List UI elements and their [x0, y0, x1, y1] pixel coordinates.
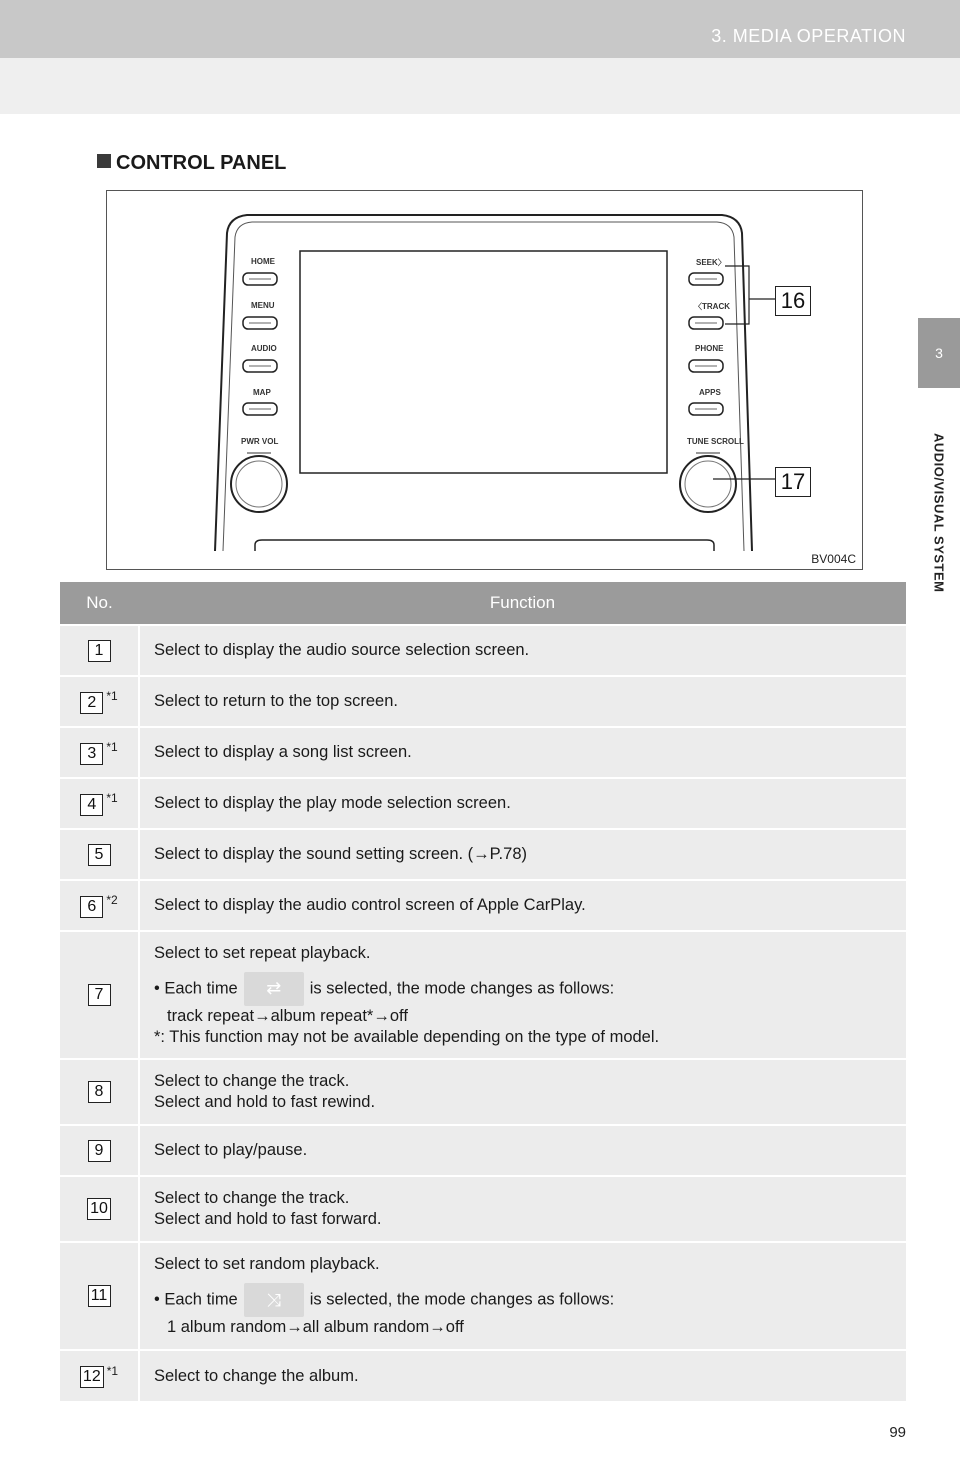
row-function: Select to display the audio control screen of Apple CarPlay. [139, 880, 906, 931]
section-heading-text: CONTROL PANEL [116, 152, 287, 174]
row-function: Select to change the album. [139, 1350, 906, 1401]
header-no: No. [60, 582, 139, 625]
bullet-before: Each time [164, 1290, 238, 1309]
header-function: Function [139, 582, 906, 625]
row-no [60, 1059, 139, 1125]
label-track: 〈TRACK [694, 302, 730, 311]
row-function-line: Select to change the track. [154, 1189, 350, 1207]
row-no [60, 880, 139, 931]
table-row [60, 1176, 906, 1242]
row-function: Select to display the sound setting screen. (→P.78) [139, 829, 906, 880]
table-row [60, 829, 906, 880]
number-box: 10 [87, 1198, 111, 1220]
row-no [60, 1125, 139, 1176]
table-row [60, 931, 906, 1059]
label-menu: MENU [251, 301, 275, 310]
row-no [60, 931, 139, 1059]
table-row [60, 778, 906, 829]
side-tab-number: 3 [918, 318, 960, 388]
header-bar [0, 0, 960, 58]
header-band [0, 58, 960, 114]
number-box: 3 [80, 743, 103, 765]
bullet-line: • Each time ⤨ is selected, the mode changes as follows: [154, 1283, 892, 1317]
number-box: 2 [80, 692, 103, 714]
side-tab-label-wrap [918, 388, 960, 638]
section-heading [97, 152, 286, 175]
number-box: 6 [80, 896, 103, 918]
label-map: MAP [253, 388, 271, 397]
control-panel-figure [106, 190, 863, 570]
row-function [139, 931, 906, 1059]
mode-sequence: 1 album random→all album random→off [167, 1318, 464, 1336]
label-seek: SEEK〉 [696, 258, 726, 267]
footnote-mark: *1 [106, 740, 118, 755]
number-box: 7 [88, 984, 111, 1006]
row-no [60, 778, 139, 829]
row-function: Select to display the play mode selection screen. [139, 778, 906, 829]
label-audio: AUDIO [251, 344, 277, 353]
repeat-icon: ⇄ [244, 972, 304, 1006]
footnote-mark: *1 [106, 791, 118, 806]
bullet-after: is selected, the mode changes as follows: [309, 978, 615, 997]
row-function: Select to return to the top screen. [139, 676, 906, 727]
table-row [60, 625, 906, 676]
row-function: Select to display the audio source selection screen. [139, 625, 906, 676]
number-box: 1 [88, 640, 111, 662]
label-phone: PHONE [695, 344, 724, 353]
row-function [139, 1059, 906, 1125]
chapter-title: 3. MEDIA OPERATION [711, 26, 906, 46]
table-row [60, 1242, 906, 1350]
bullet-before: Each time [164, 978, 238, 997]
label-pwr-vol: PWR VOL [241, 437, 279, 446]
callout-16: 16 [775, 286, 811, 316]
row-function-line: Select to change the track. [154, 1072, 350, 1090]
row-no [60, 1350, 139, 1401]
number-box: 5 [88, 844, 111, 866]
shuffle-icon: ⤨ [244, 1283, 304, 1317]
table-header-row [60, 582, 906, 625]
bullet-line: • Each time ⇄ is selected, the mode changes as follows: [154, 972, 892, 1006]
number-box: 11 [88, 1285, 111, 1307]
row-function-text: Select to set repeat playback. [154, 943, 371, 962]
page-number: 99 [889, 1424, 906, 1441]
label-apps: APPS [699, 388, 721, 397]
row-no [60, 727, 139, 778]
label-home: HOME [251, 257, 275, 266]
footnote-mark: *2 [106, 893, 118, 908]
side-tab-label: AUDIO/VISUAL SYSTEM [931, 433, 947, 593]
number-box: 4 [80, 794, 103, 816]
bullet-after: is selected, the mode changes as follows: [309, 1290, 615, 1309]
row-function-line: Select and hold to fast rewind. [154, 1093, 376, 1111]
row-function: Select to play/pause. [139, 1125, 906, 1176]
row-function-line: Select and hold to fast forward. [154, 1210, 382, 1228]
footnote-mark: *1 [106, 1363, 119, 1378]
table-row [60, 727, 906, 778]
heading-square-icon [97, 154, 111, 168]
row-function: Select to display a song list screen. [139, 727, 906, 778]
table-row [60, 676, 906, 727]
row-no [60, 676, 139, 727]
table-row [60, 1059, 906, 1125]
row-no [60, 625, 139, 676]
callout-17: 17 [775, 467, 811, 497]
row-no [60, 1242, 139, 1350]
figure-code: BV004C [811, 552, 856, 566]
footnote: *: This function may not be available depending on the type of model. [154, 1027, 660, 1046]
label-tune-scroll: TUNE SCROLL [687, 437, 744, 446]
row-no [60, 1176, 139, 1242]
table-row [60, 1125, 906, 1176]
row-function [139, 1176, 906, 1242]
number-box: 12 [80, 1366, 104, 1388]
row-no [60, 829, 139, 880]
control-panel-illustration [107, 191, 862, 569]
table-row [60, 1350, 906, 1401]
function-table [60, 582, 906, 1401]
row-function-text: Select to set random playback. [154, 1255, 380, 1273]
number-box: 8 [88, 1081, 111, 1103]
table-row [60, 880, 906, 931]
row-function [139, 1242, 906, 1350]
mode-sequence: track repeat→album repeat*→off [167, 1006, 408, 1025]
footnote-mark: *1 [106, 689, 118, 704]
number-box: 9 [88, 1140, 111, 1162]
